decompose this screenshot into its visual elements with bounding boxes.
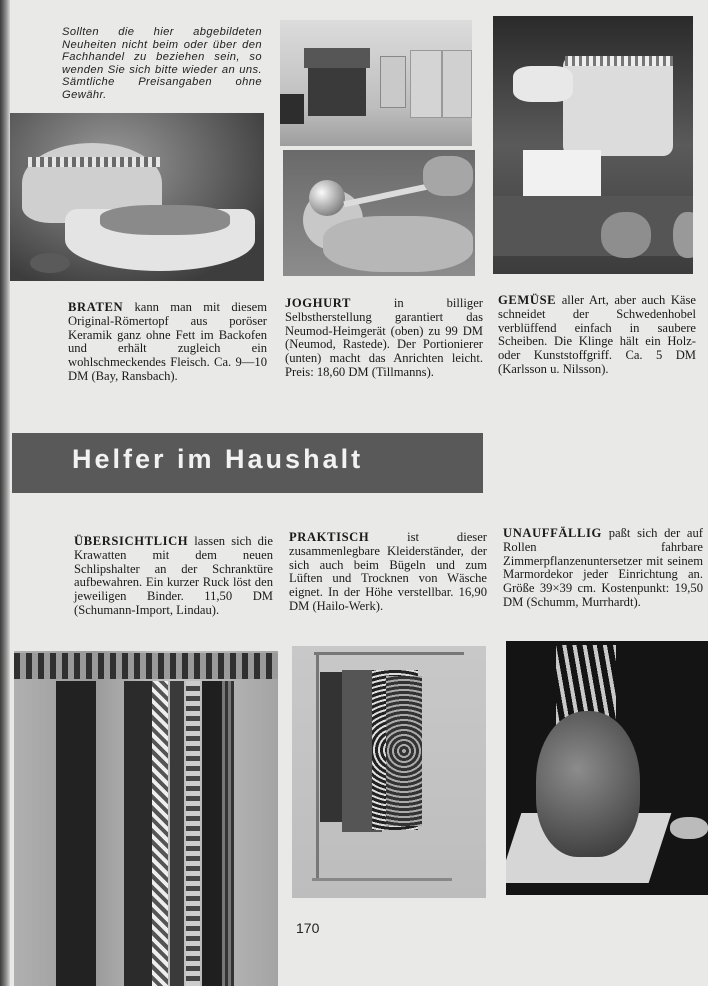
caption-uebersichtlich xyxy=(74,535,273,618)
caption-joghurt-body: in billiger Selbstherstellung garantiert das Neumod-Heimgerät (oben) zu 99 DM (Neumod, Rastede). Der Portionierer (unten) macht das Anrichten leicht. Preis: 18,60 DM (Tillmanns). xyxy=(285,296,483,379)
caption-braten xyxy=(68,301,267,384)
caption-praktisch-body: ist dieser zusammenlegbare Kleiderständer, der sich auch beim Bügeln und zum Lüften und Trocknen von Wäsche eignet. In der Höhe verstellbar. 16,90 DM (Hailo-Werk). xyxy=(289,530,487,613)
caption-praktisch-lead: PRAKTISCH xyxy=(289,530,370,544)
page-binding-edge xyxy=(0,0,10,986)
caption-joghurt-lead: JOGHURT xyxy=(285,296,352,310)
caption-joghurt xyxy=(285,297,483,380)
caption-braten-body: kann man mit diesem Original-Römertopf aus poröser Keramik ganz ohne Fett im Backofen und erhält zugleich ein wohlschmeckendes Fleisch. Ca. 9—10 DM (Bay, Ransbach). xyxy=(68,300,267,383)
caption-uebersichtlich-body: lassen sich die Krawatten mit dem neuen Schlipshalter an der Schranktüre aufbewahren. Ein kurzer Ruck löst den jeweiligen Binder. 11,50 DM (Schumann-Import, Lindau). xyxy=(74,534,273,617)
caption-unauffaellig-body: paßt sich der auf Rollen fahrbare Zimmerpflanzenuntersetzer mit seinem Marmordekor jeder Einrichtung an. Größe 39×39 cm. Kostenpunkt: 19,50 DM (Schumm, Murrhardt). xyxy=(503,526,703,609)
section-banner xyxy=(12,433,483,493)
photo-vase-coaster xyxy=(506,641,708,895)
photo-clothes-rack xyxy=(292,646,486,898)
photo-cheese-slicer xyxy=(493,16,693,274)
photo-portion-scoop xyxy=(283,150,475,276)
caption-unauffaellig xyxy=(503,527,703,610)
caption-braten-lead: BRATEN xyxy=(68,300,124,314)
section-title: Helfer im Haushalt xyxy=(72,444,364,474)
caption-gemuese-body: aller Art, aber auch Käse schneidet der Schwedenhobel verblüffend einfach in saubere Scheiben. Die Klinge hält ein Holz- oder Kunststoffgriff. Ca. 5 DM (Karlsson u. Nilsson). xyxy=(498,293,696,376)
caption-uebersichtlich-lead: ÜBERSICHTLICH xyxy=(74,534,189,548)
caption-gemuese xyxy=(498,294,696,377)
photo-roasting-pot xyxy=(10,113,264,281)
caption-praktisch xyxy=(289,531,487,614)
intro-note: Sollten die hier abgebildeten Neuheiten nicht beim oder über den Fachhandel zu beziehen sein, so wenden Sie sich bitte wieder an uns. Sämtliche Preisangaben ohne Gewähr. xyxy=(62,26,262,101)
caption-unauffaellig-lead: UNAUFFÄLLIG xyxy=(503,526,602,540)
caption-gemuese-lead: GEMÜSE xyxy=(498,293,557,307)
page-number: 170 xyxy=(296,920,320,936)
photo-yogurt-maker xyxy=(280,20,472,146)
photo-tie-holder xyxy=(14,651,278,986)
